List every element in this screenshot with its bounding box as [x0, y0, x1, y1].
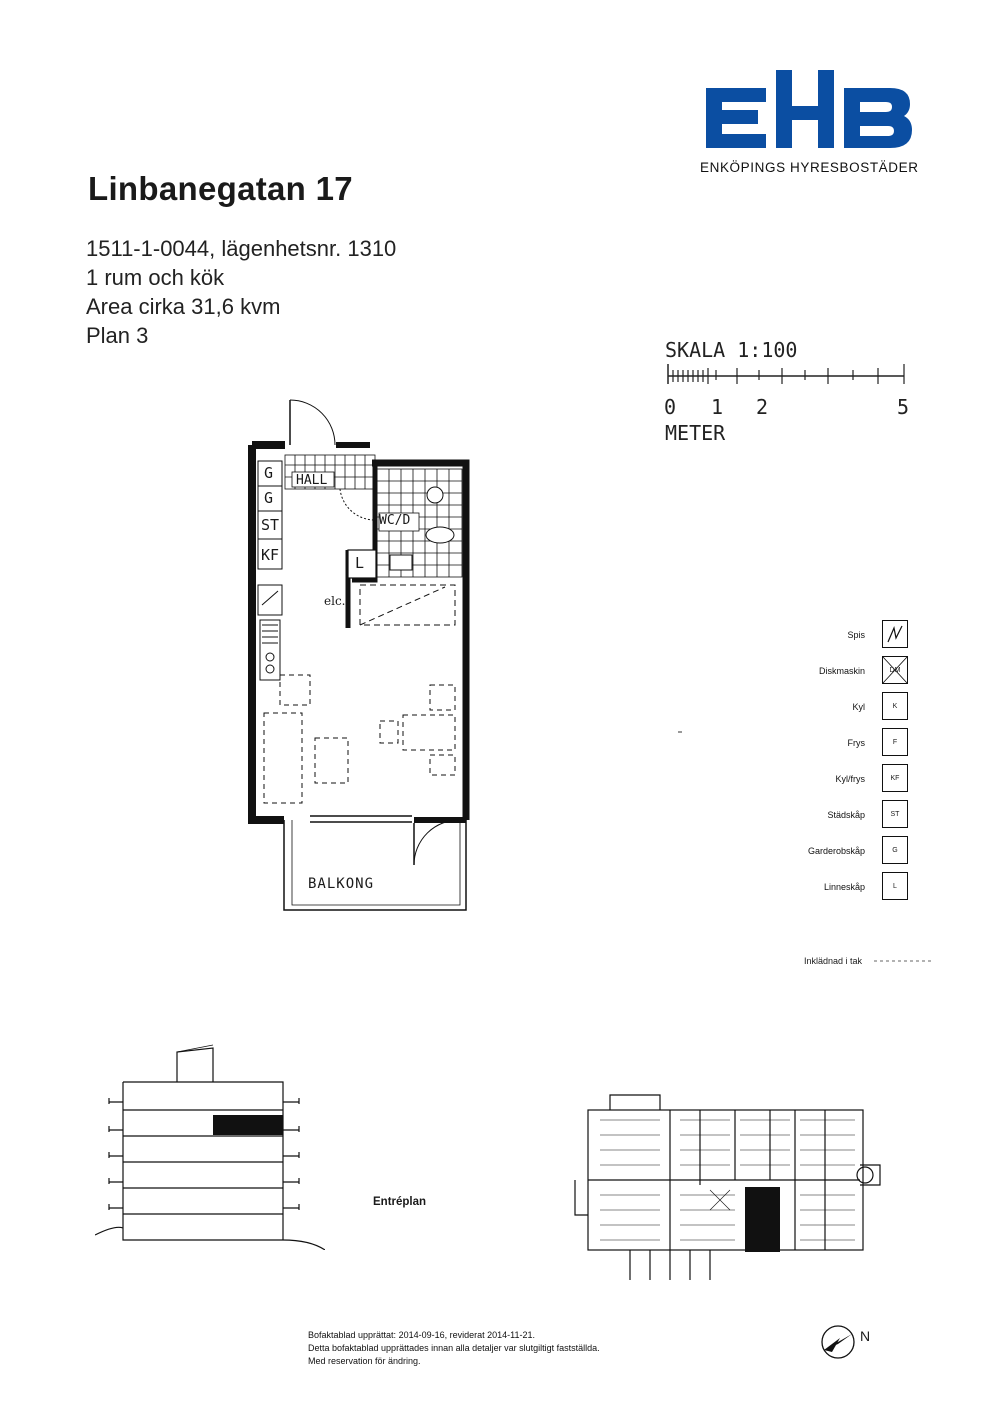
legend-label-kylfrys: Kyl/frys [835, 774, 865, 784]
legend-code-dm: DM [889, 666, 901, 674]
fixture-label-elc: elc. [324, 594, 346, 608]
apartment-floor: Plan 3 [86, 323, 149, 348]
legend-label-kyl: Kyl [852, 702, 865, 712]
scale-tick-2: 2 [756, 395, 769, 419]
scale-unit: METER [665, 421, 726, 445]
ehb-logo-mark [700, 60, 915, 155]
scale-bar [660, 360, 910, 390]
ceiling-note: Inklädnad i tak [804, 956, 863, 966]
symbol-legend [745, 620, 915, 910]
fixture-label-kf: KF [261, 546, 280, 564]
legend-code-f: F [882, 728, 908, 756]
page-title: Linbanegatan 17 [88, 170, 353, 207]
north-compass [818, 1322, 878, 1362]
room-label-wc: WC/D [379, 513, 411, 528]
floor-plan-drawing [240, 395, 480, 915]
highlighted-floor-mark [213, 1115, 283, 1135]
fixture-label-g1: G [264, 464, 274, 482]
footer-line-3: Med reservation för ändring. [308, 1356, 421, 1366]
fixture-label-l: L [355, 554, 365, 572]
legend-code-kf: KF [882, 764, 908, 792]
company-logo [700, 60, 915, 155]
scale-tick-1: 1 [711, 395, 724, 419]
entry-plan-drawing [570, 1075, 890, 1285]
legend-code-st: ST [882, 800, 908, 828]
logo-subtitle: ENKÖPINGS HYRESBOSTÄDER [700, 160, 919, 175]
footer-line-1: Bofaktablad upprättat: 2014-09-16, reviderat 2014-11-21. [308, 1330, 535, 1340]
ceiling-dashline-icon [874, 958, 934, 964]
legend-label-stadskap: Städskåp [827, 810, 865, 820]
fixture-label-g2: G [264, 489, 274, 507]
legend-code-g: G [882, 836, 908, 864]
legend-code-l: L [882, 872, 908, 900]
apartment-highlight-mark [745, 1187, 780, 1252]
legend-label-diskmaskin: Diskmaskin [818, 666, 865, 676]
legend-label-spis: Spis [847, 630, 865, 640]
stove-icon [882, 620, 908, 648]
footer-line-2: Detta bofaktablad upprättades innan alla detaljer var slutgiltigt fastställda. [308, 1343, 600, 1353]
room-label-balcony: BALKONG [308, 876, 375, 892]
scale-label: SKALA 1:100 [665, 338, 798, 362]
compass-north-label: N [860, 1328, 871, 1344]
legend-code-k: K [882, 692, 908, 720]
fixture-label-st: ST [261, 516, 280, 534]
entry-plan-svg [570, 1075, 890, 1285]
elevation-drawing [95, 1040, 325, 1250]
floor-plan [240, 395, 480, 915]
legend-label-linneskap: Linneskåp [823, 882, 865, 892]
legend-label-frys: Frys [847, 738, 865, 748]
dishwasher-icon [882, 656, 908, 684]
stove-symbol-icon [884, 622, 906, 646]
room-label-hall: HALL [296, 473, 328, 488]
scale-tick-5: 5 [897, 395, 910, 419]
scale-tick-0: 0 [664, 395, 677, 419]
apartment-type: 1 rum och kök [86, 265, 225, 290]
building-elevation [95, 1040, 325, 1250]
apartment-id: 1511-1-0044, lägenhetsnr. 1310 [86, 236, 397, 261]
stray-mark [678, 731, 682, 733]
compass-icon [818, 1322, 858, 1362]
apartment-area: Area cirka 31,6 kvm [86, 294, 281, 319]
entry-plan-label: Entréplan [373, 1196, 427, 1208]
legend-label-garderobskap: Garderobskåp [807, 846, 865, 856]
